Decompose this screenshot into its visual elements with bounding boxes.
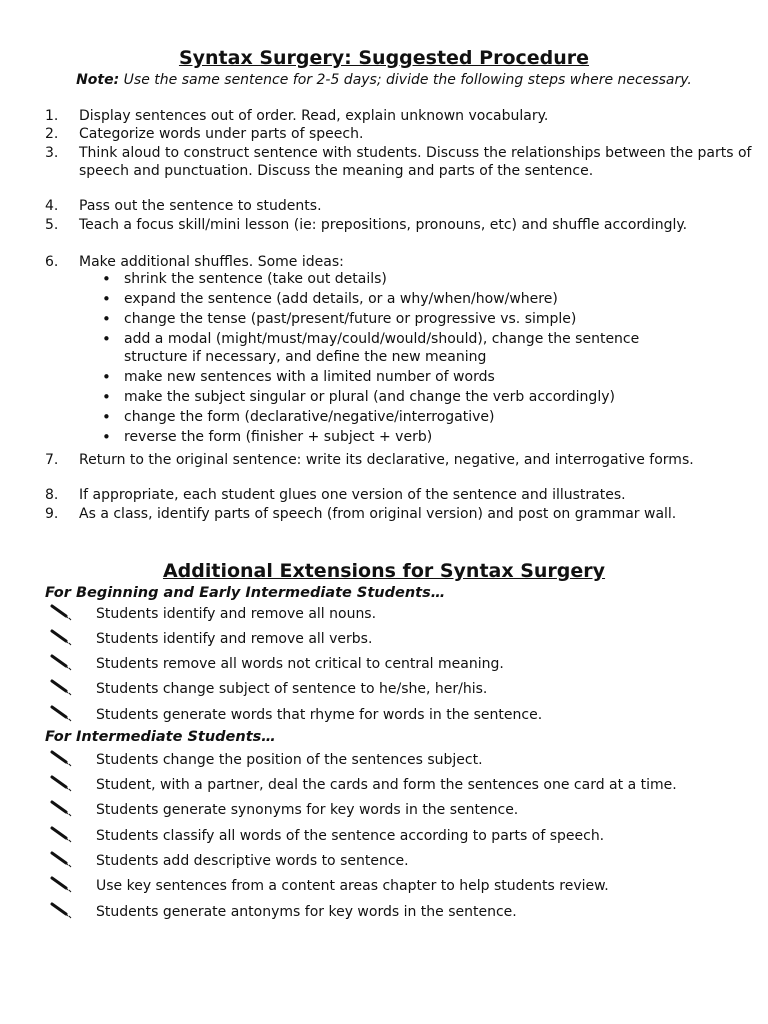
step-text: Teach a focus skill/mini lesson (ie: prepositions, pronouns, etc) and shuffle accordingly.	[79, 217, 688, 233]
extension-text: Students classify all words of the sentence according to parts of speech.	[96, 828, 605, 844]
pencil-icon	[50, 875, 72, 893]
list-item	[50, 749, 750, 769]
pencil-icon	[50, 799, 72, 817]
extension-text: Students identify and remove all verbs.	[96, 631, 373, 647]
step-8	[45, 486, 745, 504]
step-text: Pass out the sentence to students.	[79, 198, 322, 214]
step-number: 9.	[45, 506, 59, 522]
extension-text: Students generate words that rhyme for words in the sentence.	[96, 707, 543, 723]
list-item	[50, 825, 750, 845]
pencil-icon	[50, 774, 72, 792]
pencil-icon	[50, 850, 72, 868]
extension-text: Students change the position of the sentences subject.	[96, 752, 483, 768]
list-item	[50, 774, 750, 794]
step-number: 2.	[45, 126, 59, 142]
list-item	[50, 704, 750, 724]
step-9	[45, 505, 745, 541]
list-item: • make new sentences with a limited number of words	[102, 368, 682, 386]
list-item: • add a modal (might/must/may/could/would/should), change the sentence structure if necessary, and define the new meaning	[102, 330, 682, 366]
pencil-icon	[50, 653, 72, 671]
list-item: • shrink the sentence (take out details)	[102, 270, 682, 288]
extension-text: Students generate antonyms for key words in the sentence.	[96, 904, 517, 920]
step-number: 4.	[45, 198, 59, 214]
list-item	[50, 799, 750, 819]
step-number: 1.	[45, 108, 59, 124]
extension-text: Students add descriptive words to sentence.	[96, 853, 409, 869]
intermediate-heading: For Intermediate Students…	[45, 729, 276, 745]
pencil-icon	[50, 901, 72, 919]
step-text: As a class, identify parts of speech (from original version) and post on grammar wall.	[79, 506, 677, 522]
list-item	[50, 653, 750, 673]
beginning-heading: For Beginning and Early Intermediate Students…	[45, 585, 446, 601]
step-5	[45, 216, 745, 252]
list-item: • reverse the form (finisher + subject + verb)	[102, 428, 682, 446]
list-item: • make the subject singular or plural (and change the verb accordingly)	[102, 388, 682, 406]
step-text: Think aloud to construct sentence with students. Discuss the relationships between the parts of speech and punctuation. Discuss the meaning and parts of the sentence.	[79, 145, 752, 179]
step-7	[45, 451, 745, 487]
pencil-icon	[50, 628, 72, 646]
step-4	[45, 197, 745, 215]
step-1	[45, 107, 745, 125]
extension-text: Students identify and remove all nouns.	[96, 606, 377, 622]
extensions-title: Additional Extensions for Syntax Surgery	[162, 560, 606, 582]
extension-text: Students generate synonyms for key words in the sentence.	[96, 802, 519, 818]
list-item	[50, 603, 750, 623]
pencil-icon	[50, 825, 72, 843]
list-item: • change the tense (past/present/future or progressive vs. simple)	[102, 310, 682, 328]
pencil-icon	[50, 704, 72, 722]
list-item	[50, 678, 750, 698]
step-number: 7.	[45, 452, 59, 468]
extension-text: Students change subject of sentence to he/she, her/his.	[96, 681, 488, 697]
pencil-icon	[50, 678, 72, 696]
step-number: 6.	[45, 254, 59, 270]
list-item	[50, 901, 750, 921]
page-title: Syntax Surgery: Suggested Procedure	[178, 47, 590, 69]
list-item	[50, 628, 750, 648]
extension-text: Students remove all words not critical to central meaning.	[96, 656, 504, 672]
note-line	[0, 71, 768, 89]
step-text: Make additional shuffles. Some ideas:	[79, 254, 344, 270]
step-2	[45, 125, 745, 143]
extension-text: Student, with a partner, deal the cards and form the sentences one card at a time.	[96, 777, 677, 793]
step-6	[45, 253, 745, 271]
shuffle-ideas-list	[102, 270, 682, 448]
note-text: Use the same sentence for 2-5 days; divide the following steps where necessary.	[119, 72, 692, 88]
list-item: • expand the sentence (add details, or a why/when/how/where)	[102, 290, 682, 308]
step-text: Categorize words under parts of speech.	[79, 126, 364, 142]
pencil-icon	[50, 603, 72, 621]
step-text: If appropriate, each student glues one version of the sentence and illustrates.	[79, 487, 626, 503]
list-item: • change the form (declarative/negative/interrogative)	[102, 408, 682, 426]
step-number: 3.	[45, 145, 59, 161]
extension-text: Use key sentences from a content areas chapter to help students review.	[96, 878, 609, 894]
list-item	[50, 850, 750, 870]
note-label: Note:	[76, 72, 120, 88]
step-number: 8.	[45, 487, 59, 503]
pencil-icon	[50, 749, 72, 767]
step-number: 5.	[45, 217, 59, 233]
step-text: Return to the original sentence: write its declarative, negative, and interrogative forms.	[79, 452, 694, 468]
list-item	[50, 875, 750, 895]
step-3	[45, 144, 752, 198]
step-text: Display sentences out of order. Read, explain unknown vocabulary.	[79, 108, 549, 124]
